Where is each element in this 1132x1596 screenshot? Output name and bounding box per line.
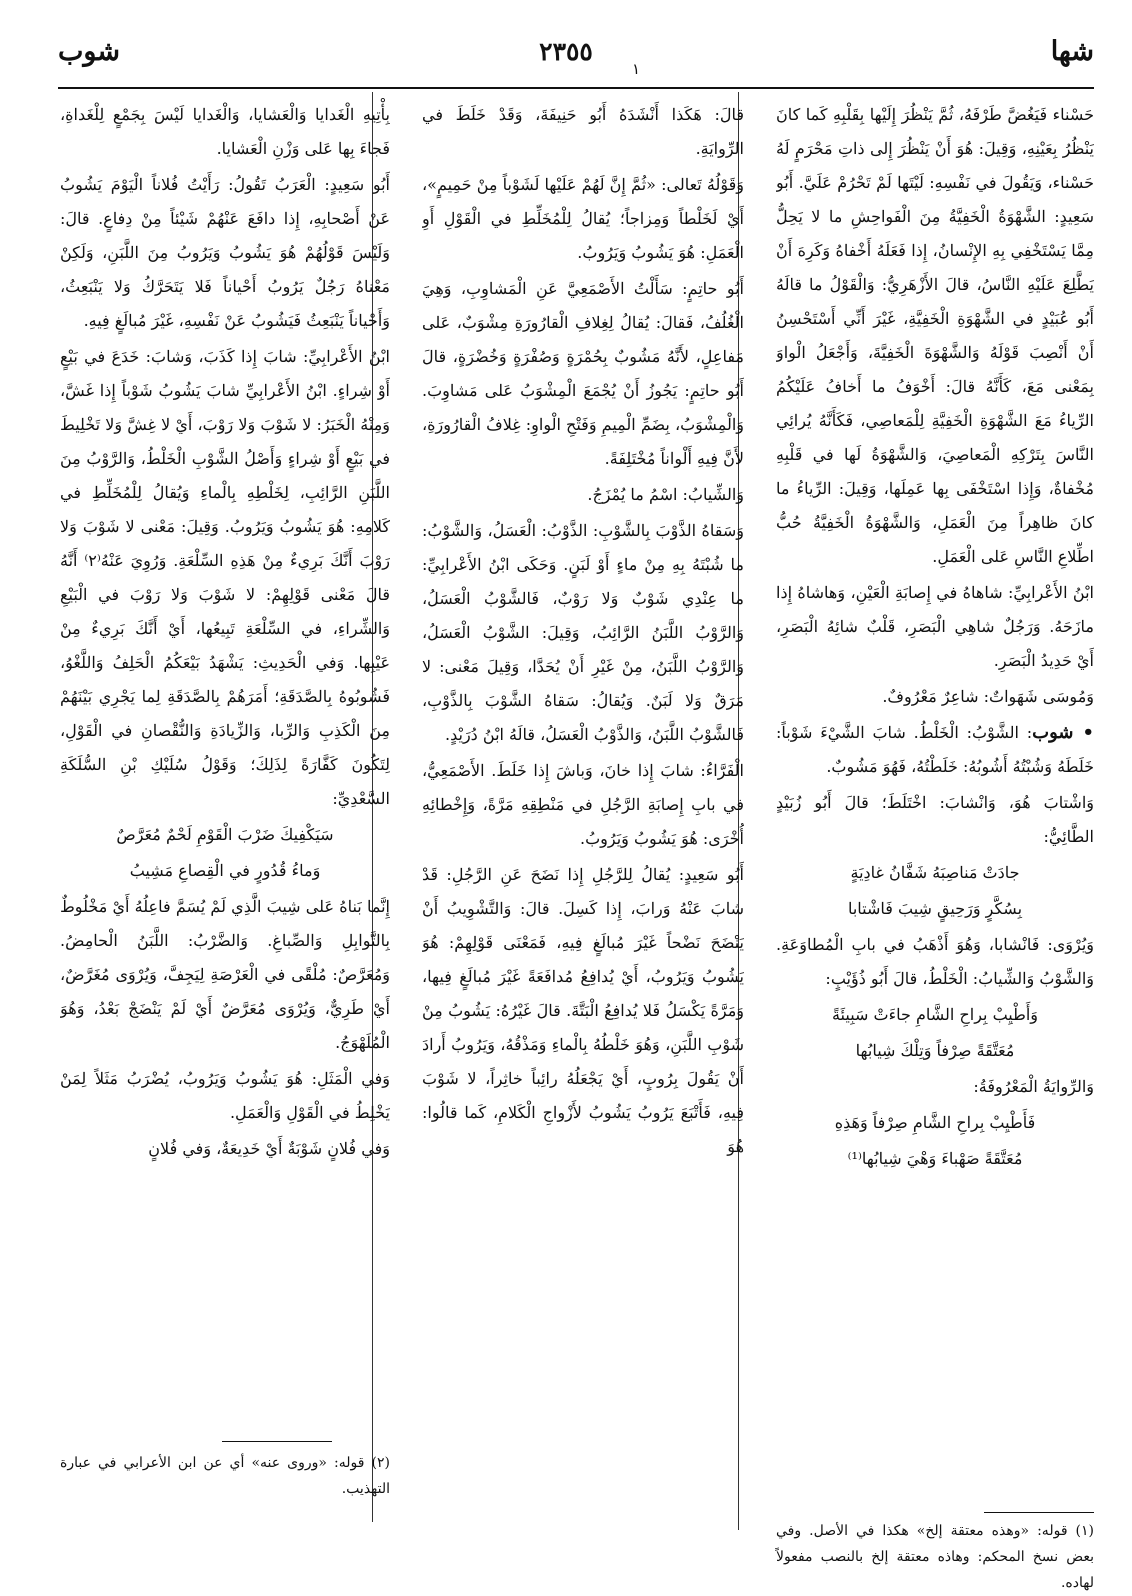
page-number: ٢٣٥٥: [539, 37, 593, 66]
footnote-rule: [222, 1441, 332, 1442]
paragraph: وَفي الْمَثَلِ: هُوَ يَشُوبُ وَيَرُوبُ، يُضْرَبُ مَثَلاً لِمَنْ يَخْلِطُ في الْقَوْلِ وَالْعَمَلِ.: [60, 1069, 390, 1122]
column-middle: [422, 98, 744, 1518]
paragraph: وَاشْتابَ هُوَ، وَانْشابَ: اخْتَلَطَ؛ قالَ أَبُو زُبَيْدٍ الطَّائِيُّ:: [776, 793, 1094, 846]
entry-definition: : الشَّوْبُ: الْخَلْطُ. شابَ الشَّيْءَ شَوْباً: خَلَطَهُ وَشُبْتُهُ أَشُوبُهُ: خَلَطْتُهُ، فَهُوَ مَشُوبٌ.: [776, 723, 1094, 776]
paragraph: وَالشِّيابُ: اسْمُ ما يُمْزَجُ.: [587, 485, 744, 504]
verse-line: مُعَتَّقَةً صِرْفاً وَتِلْكَ شِيابُها: [855, 1041, 1015, 1060]
paragraph: ابْنُ الأَعْرابِيِّ: شاهاهُ في إِصابَةِ الْعَيْنِ، وَهاشاهُ إِذا مازَحَهُ. وَرَجُلٌ شاهِي الْبَصَرِ، قَلْبٌ شائِهُ الْبَصَرِ، أَيْ حَدِيدُ الْبَصَرِ.: [776, 583, 1094, 670]
paragraph: أَبُو سَعِيدٍ: الْعَرَبُ تَقُولُ: رَأَيْتُ فُلاناً الْيَوْمَ يَشُوبُ عَنْ أَصْحابِهِ، إِذا دافَعَ عَنْهُمْ شَيْئاً مِنْ دِفاعٍ. قالَ: وَلَيْسَ قَوْلُهُمْ هُوَ يَشُوبُ وَيَرُوبُ مِنَ اللَّبَنِ، وَلَكِنْ مَعْناهُ رَجُلٌ يَرُوبُ أَحْياناً فَلا يَتَحَرَّكُ وَلا يَنْبَعِثُ، وَأَحْياناً يَنْبَعِثُ فَيَشُوبُ عَنْ نَفْسِهِ، غَيْرَ مُبالَغٍ فِيهِ.: [60, 175, 390, 330]
paragraph: أَبُو حاتِمٍ: سَأَلْتُ الأَصْمَعِيَّ عَنِ الْمَشاوِبِ، وَهِيَ الْغُلُفُ، فَقالَ: يُقالُ لِغِلافِ الْقارُورَةِ مِشْوَبٌ، عَلى مَفاعِلٍ، لأَنَّهُ مَشُوبٌ بِحُمْرَةٍ وَصُفْرَةٍ وَخُضْرَةٍ، قالَ أَبُو حاتِمٍ: يَجُوزُ أَنْ يُجْمَعَ الْمِشْوَبُ عَلى مَشاوِبَ. وَالْمِشْوَبُ، بِضَمِّ الْمِيمِ وَفَتْحِ الْواوِ: غِلافُ الْقارُورَةِ، لأَنَّ فِيهِ أَلْواناً مُخْتَلِفَةً.: [422, 279, 744, 468]
paragraph: ابْنُ الأَعْرابِيِّ: شابَ إِذا كَذَبَ، وَشابَ: خَدَعَ في بَيْعٍ أَوْ شِراءٍ. ابْنُ الأَعْرابِيِّ شابَ يَشُوبُ شَوْباً إِذا غَشَّ، وَمِنْهُ الْخَبَرُ: لا شَوْبَ وَلا رَوْبَ، أَيْ لا غِشَّ وَلا تَخْلِيطَ في بَيْعٍ أَوْ شِراءٍ وَأَصْلُ الشَّوْبِ الْخَلْطُ، وَالرَّوْبُ مِنَ اللَّبَنِ الرَّائِبِ، لِخَلْطِهِ بِالْماءِ وَيُقالُ لِلْمُخَلِّطِ في كَلامِهِ: هُوَ يَشُوبُ وَيَرُوبُ. وَقِيلَ: مَعْنى لا شَوْبَ وَلا رَوْبَ أَنَّكَ بَرِيءٌ مِنْ هَذِهِ السِّلْعَةِ. وَرُوِيَ عَنْهُ⁽٢⁾ أَنَّهُ قالَ مَعْنى قَوْلِهِمْ: لا شَوْبَ وَلا رَوْبَ في الْبَيْعِ وَالشِّراءِ، في السِّلْعَةِ تَبِيعُها، أَيْ أَنَّكَ بَرِيءٌ مِنْ عَيْبِها. وَفي الْحَدِيثِ: يَشْهَدُ بَيْعَكُمُ الْحَلِفُ وَاللَّغْوُ، فَشُوبُوهُ بِالصَّدَقَةِ؛ أَمَرَهُمْ بِالصَّدَقَةِ لِما يَجْرِي بَيْنَهُمْ مِنَ الْكَذِبِ وَالرِّبا، وَالزِّيادَةِ وَالنُّقْصانِ في الْقَوْلِ، لِتَكُونَ كَفَّارَةً لِذَلِكَ؛ وَقَوْلُ سُلَيْكِ بْنِ السُّلَكَةِ السَّعْدِيِّ:: [60, 347, 390, 808]
verse-line: بِسُكَّرٍ وَرَحِيقٍ شِيبَ فَاشْتابا: [847, 899, 1023, 918]
paragraph: حَسْناء فَيَغُضَّ طَرْفَهُ، ثُمَّ يَنْظُرَ إِلَيْها بِقَلْبِهِ كَما كانَ يَنْظُرُ بِعَيْنِهِ، وَقِيلَ: هُوَ أَنْ يَنْظُرَ إِلى ذاتِ مَحْرَمٍ لَهُ حَسْناء، وَيَقُولَ في نَفْسِهِ: لَيْتَها لَمْ تَحْرُمْ عَلَيَّ. أَبُو سَعِيدٍ: الشَّهْوَةُ الْخَفِيَّةُ مِنَ الْفَواحِشِ ما لا يَحِلُّ مِمَّا يَسْتَخْفِي بِهِ الإِنْسانُ، إِذا فَعَلَهُ أَخْفاهُ وَكَرِهَ أَنْ يَطَّلِعَ عَلَيْهِ النَّاسُ، قالَ الأَزْهَرِيُّ: وَالْقَوْلُ ما قالَهُ أَبُو عُبَيْدٍ في الشَّهْوَةِ الْخَفِيَّةِ، غَيْرَ أَنِّي أَسْتَحْسِنُ أَنْ أَنْصِبَ قَوْلَهُ وَالشَّهْوَةَ الْخَفِيَّةَ، وَأَجْعَلُ الْواوَ بِمَعْنى مَعَ، كَأَنَّهُ قالَ: أَخْوَفُ ما أَخافُ عَلَيْكُمُ الرِّياءُ مَعَ الشَّهْوَةِ الْخَفِيَّةِ لِلْمَعاصِي، فَكَأَنَّهُ يُرائِي النَّاسَ بِتَرْكِهِ الْمَعاصِيَ، وَالشَّهْوَةُ لَها في قَلْبِهِ مُخْفاةٌ، وَإِذا اسْتَخْفَى بِها عَمِلَها، وَقِيلَ: الرِّياءُ ما كانَ ظاهِراً مِنَ الْعَمَلِ، وَالشَّهْوَةُ الْخَفِيَّةُ حُبُّ اطِّلاعِ النَّاسِ عَلى الْعَمَلِ.: [776, 105, 1094, 566]
paragraph: وَمُوسَى شَهَواتٌ: شاعِرٌ مَعْرُوفٌ.: [882, 687, 1094, 706]
paragraph: وَقَوْلُهُ تَعالى: «ثُمَّ إِنَّ لَهُمْ عَلَيْها لَشَوْباً مِنْ حَمِيمٍ»، أَيْ لَخَلْطاً وَمِزاجاً؛ يُقالُ لِلْمُخَلِّطِ في الْقَوْلِ أَوِ الْعَمَلِ: هُوَ يَشُوبُ وَيَرُوبُ.: [422, 175, 744, 262]
paragraph: بِأْتِيهِ الْغَدايا وَالْعَشايا، وَالْغَدايا لَيْسَ بِجَمْعٍ لِلْغَداةِ، فَجاءَ بِها عَلى وَزْنِ الْعَشايا.: [60, 105, 390, 158]
verse-line: وَأَطْيِبْ بِراحِ الشَّامِ جاءَتْ سَبِيئَةً: [831, 1005, 1039, 1024]
paragraph: أَبُو سَعِيدٍ: يُقالُ لِلرَّجُلِ إِذا نَضَحَ عَنِ الرَّجُلِ: قَدْ شابَ عَنْهُ وَرابَ، إِذا كَسِلَ. قالَ: وَالتَّشْوِيبُ أَنْ يَنْضَحَ نَضْحاً غَيْرَ مُبالَغٍ فِيهِ، فَمَعْنَى قَوْلِهِمْ: هُوَ يَشُوبُ وَيَرُوبُ، أَيْ يُدافِعُ مُدافَعَةً غَيْرَ مُبالَغٍ فِيها، وَمَرَّةً يَكْسَلُ فَلا يُدافِعُ الْبَتَّةَ. قالَ غَيْرُهُ: يَشُوبُ مِنْ شَوْبِ اللَّبَنِ، وَهُوَ خَلْطُهُ بِالْماءِ وَمَذْقُهُ، وَيَرُوبُ أَرادَ أَنْ يَقُولَ بِرُوبٍ، أَيْ يَجْعَلُهُ رائِباً خاثِراً، لا شَوْبَ فِيهِ، فَأَتْبَعَ يَرُوبُ يَشُوبُ لأَزْواجِ الْكَلامِ، كَما قالُوا: هُوَ: [422, 865, 744, 1156]
verse-line: فَأَطْيِبْ بِراحِ الشَّامِ صِرْفاً وَهَذِهِ: [834, 1113, 1036, 1132]
header-right-keyword: شها: [1050, 36, 1094, 67]
header-marker: ١: [632, 60, 641, 78]
entry-headword: • شوب: [1032, 722, 1094, 743]
paragraph: قالَ: هَكَذا أَنْشَدَهُ أَبُو حَنِيفَةَ، وَقَدْ خَلَطَ في الرِّوايَةِ.: [422, 105, 744, 158]
verse-line: وَماءُ قُدُورٍ في الْقِصاعِ مَشِيبُ: [129, 861, 321, 880]
paragraph: وَالرِّوايَةُ الْمَعْرُوفَةُ:: [973, 1077, 1094, 1096]
verse-line: سَيَكْفِيكَ ضَرْبَ الْقَوْمِ لَحْمٌ مُعَرَّصٌ: [116, 825, 334, 844]
entry-paragraph: [776, 716, 1094, 784]
footnote-right: (١) قوله: «وهذه معتقة إلخ» هكذا في الأصل. وفي بعض نسخ المحكم: وهاذه معتقة إلخ بالنصب مفعولاً لهاده.: [776, 1523, 1094, 1591]
paragraph: وَيُرْوَى: فَانْشابا، وَهُوَ أَذْهَبُ في بابِ الْمُطاوَعَةِ. وَالشَّوْبُ وَالشِّيابُ: الْخَلْطُ، قالَ أَبُو ذُؤَيْبٍ:: [776, 935, 1094, 988]
verse-line: مُعَتَّقَةً صَهْباءَ وَهْيَ شِيابُها⁽¹⁾: [847, 1149, 1023, 1168]
paragraph: وَسَقاهُ الذَّوْبَ بِالشَّوْبِ: الذَّوْبُ: الْعَسَلُ، وَالشَّوْبُ: ما شُبْتَهُ بِهِ مِنْ ماءٍ أَوْ لَبَنٍ. وَحَكَى ابْنُ الأَعْرابِيِّ: ما عِنْدِي شَوْبٌ وَلا رَوْبٌ، فَالشَّوْبُ الْعَسَلُ، وَالرَّوْبُ اللَّبَنُ الرَّائِبُ، وَقِيلَ: الشَّوْبُ الْعَسَلُ، وَالرَّوْبُ اللَّبَنُ، مِنْ غَيْرِ أَنْ يُحَدَّا، وَقِيلَ مَعْنى: لا مَرَقٌ وَلا لَبَنٌ. وَيُقالُ: سَقاهُ الشَّوْبَ بِالذَّوْبِ، فَالشَّوْبُ اللَّبَنُ، وَالذَّوْبُ الْعَسَلُ، قالَهُ ابْنُ دُرَيْدٍ.: [422, 521, 744, 744]
verse-line: جادَتْ مَناصِبَهُ شَفَّانُ غادِيَةٍ: [850, 863, 1020, 882]
column-left: [60, 98, 390, 1438]
column-right: [776, 98, 1094, 1518]
paragraph: إِنَّما بَناهُ عَلى شِيبَ الَّذِي لَمْ يُسَمَّ فاعِلُهُ أَيْ مَخْلُوطٌ بِالتَّوابِلِ وَالصِّباغِ. وَالضَّرْبُ: اللَّبَنُ الْحامِضُ. وَمُعَرَّصٌ: مُلْقًى في الْعَرْصَةِ لِيَجِفَّ، وَيُرْوَى مُغَرَّضٌ، أَيْ طَرِيٌّ، وَيُرْوَى مُعَرَّضٌ أَيْ لَمْ يَنْضَجْ بَعْدُ، وَهُوَ الْمُلَهْوَجُ.: [60, 897, 390, 1052]
footnote-left: (٢) قوله: «وروى عنه» أي عن ابن الأعرابي في عبارة التهذيب.: [60, 1455, 390, 1497]
paragraph: وَفي فُلانٍ شَوْبَةٌ أَيْ خَدِيعَةٌ، وَفي فُلانٍ: [148, 1139, 390, 1158]
footnote-rule: [984, 1512, 1094, 1513]
header-rule: [58, 87, 1094, 89]
header-left-keyword: شوب: [58, 36, 120, 67]
paragraph: الْفَرَّاءُ: شابَ إِذا خانَ، وَباشَ إِذا خَلَطَ. الأَصْمَعِيُّ، في بابِ إِصابَةِ الرَّجُلِ في مَنْطِقِهِ مَرَّةً، وَإِخْطائِهِ أُخْرَى: هُوَ يَشُوبُ وَيَرُوبُ.: [422, 761, 744, 848]
